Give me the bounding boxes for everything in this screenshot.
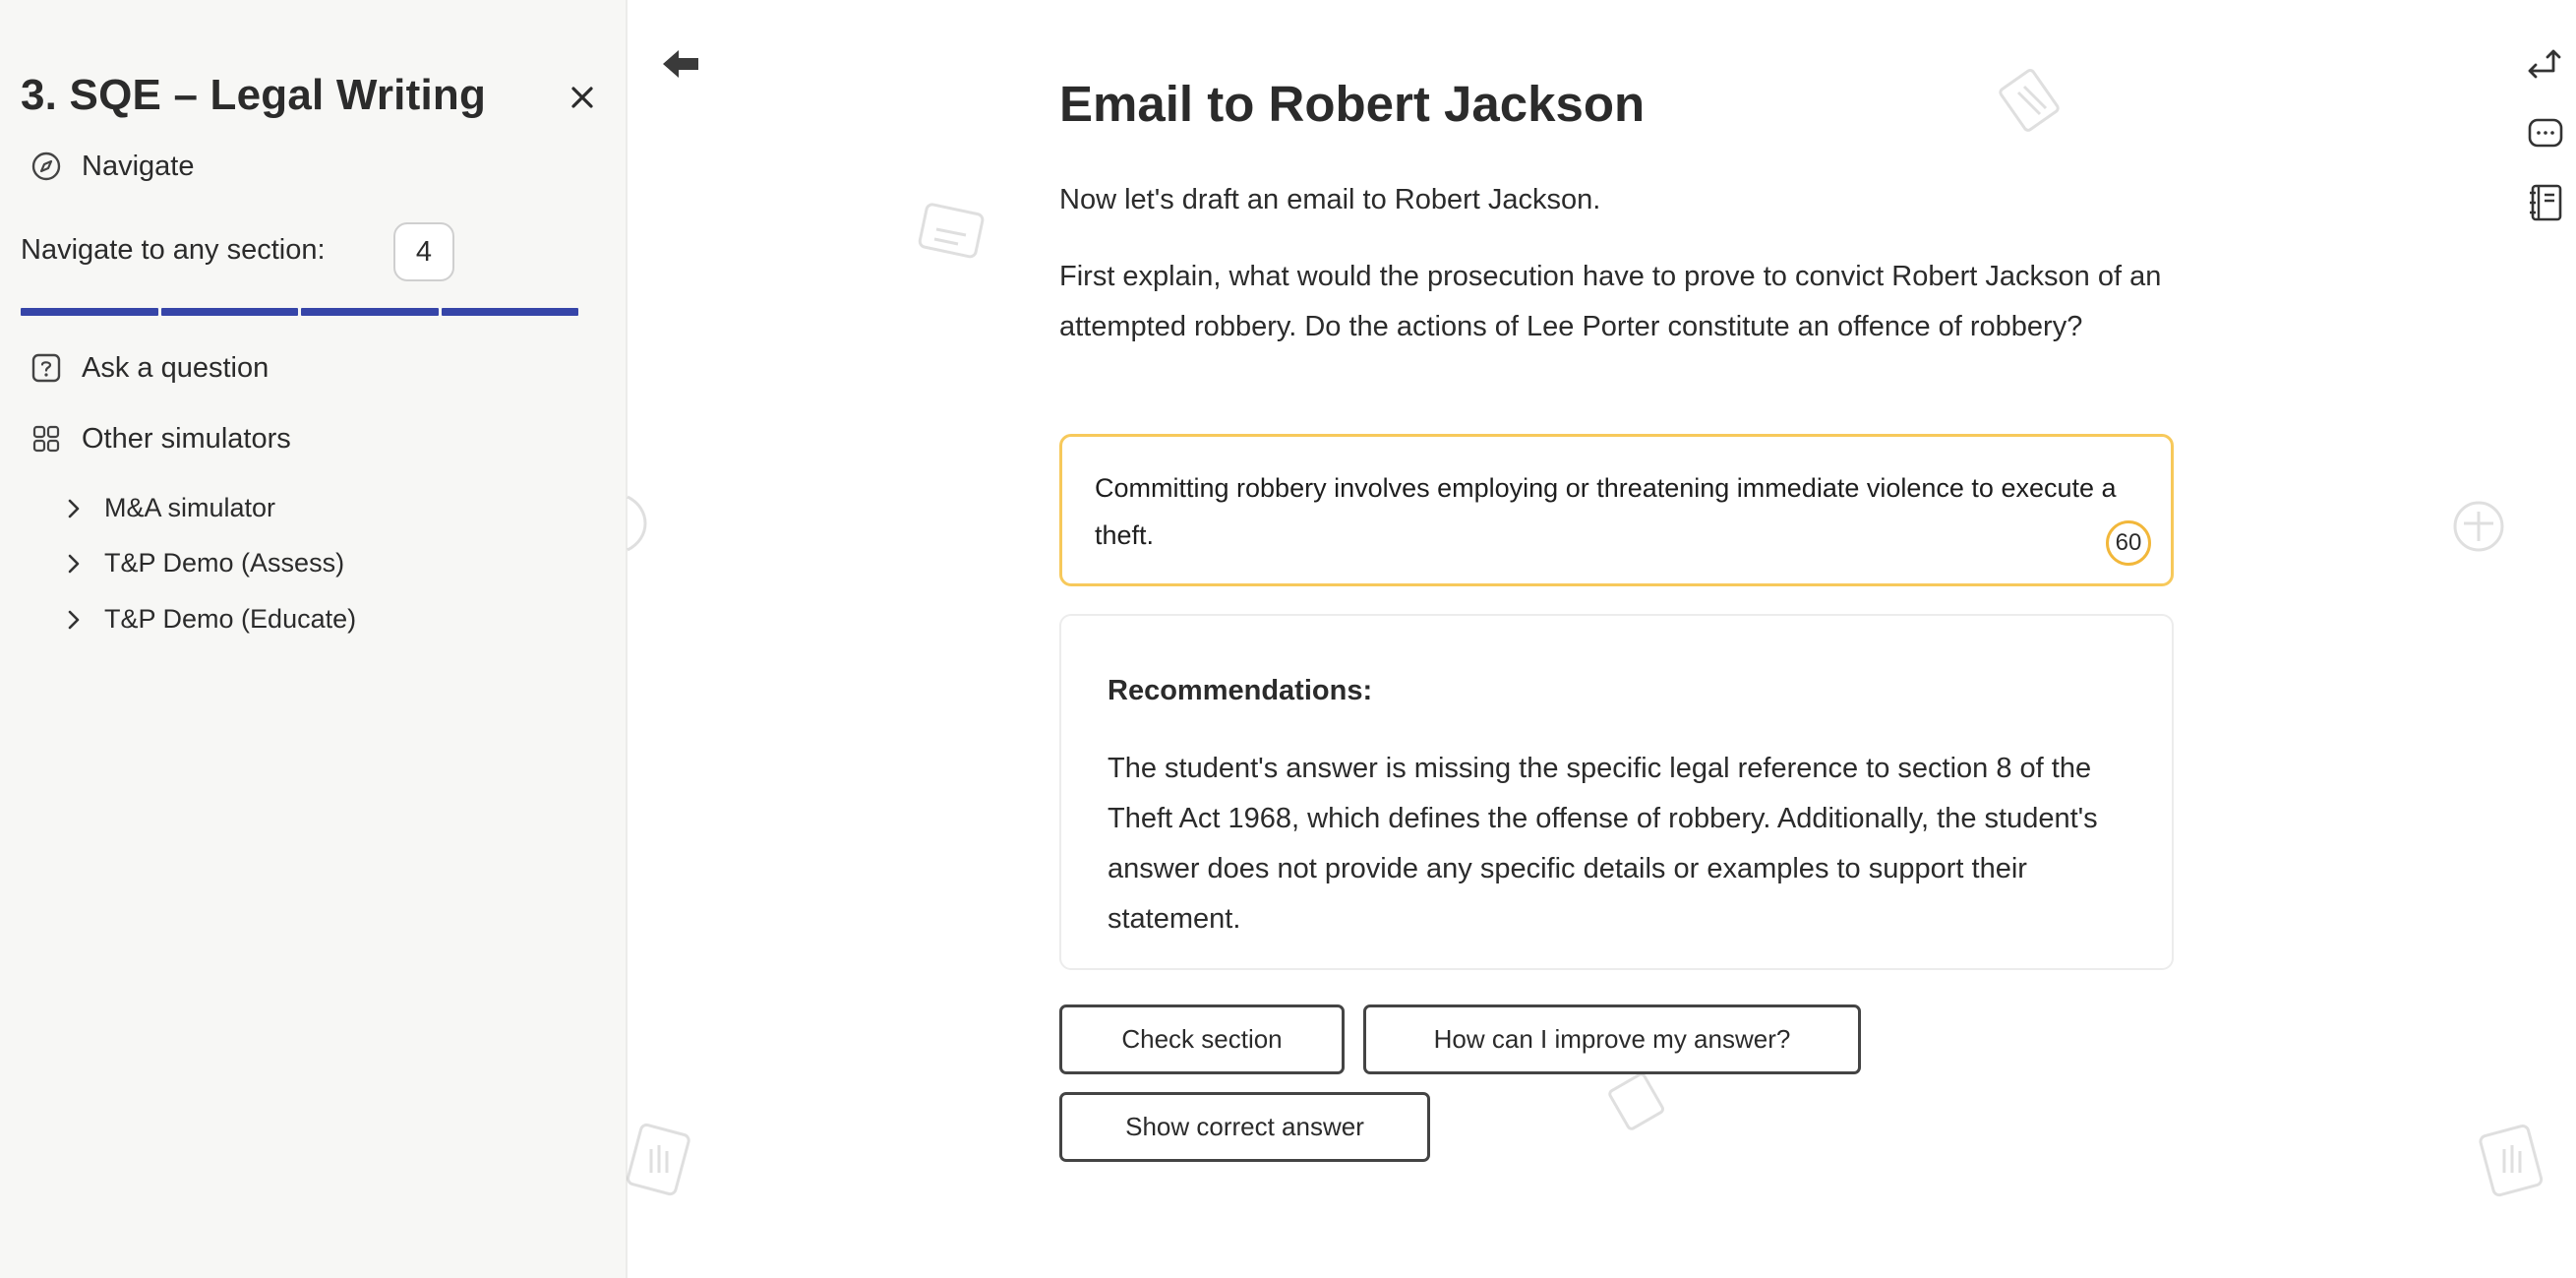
chevron-right-icon	[63, 498, 85, 519]
watermark-document-icon	[915, 202, 993, 271]
question-text: First explain, what would the prosecution have to prove to convict Robert Jackson of an attempted robbery. Do the actions of Lee Porter constitute an offence of robbery?	[1059, 261, 2162, 342]
grid-icon	[30, 422, 63, 456]
watermark-hand-icon	[626, 1122, 694, 1200]
progress-segment-2[interactable]	[161, 308, 299, 316]
page-title: Email to Robert Jackson	[1059, 76, 1646, 132]
swap-arrows-icon	[2526, 45, 2565, 85]
simulator-item-tp-educate[interactable]	[63, 604, 356, 635]
check-section-button[interactable]: Check section	[1059, 1004, 1345, 1074]
chevron-right-icon	[63, 553, 85, 575]
simulator-item-tp-assess[interactable]	[63, 548, 344, 578]
right-toolbar	[2524, 43, 2567, 250]
navigate-section-label: Navigate to any section:	[21, 234, 326, 266]
watermark-file-icon	[1603, 1067, 1672, 1136]
recommendations-title: Recommendations:	[1108, 675, 1373, 706]
ask-question-label: Ask a question	[82, 351, 270, 384]
answer-input[interactable]	[1059, 434, 2174, 586]
watermark-scales-icon	[2444, 492, 2513, 561]
close-icon	[570, 86, 594, 109]
progress-segment-4[interactable]	[442, 308, 579, 316]
progress-segment-1[interactable]	[21, 308, 158, 316]
watermark-hand-icon	[2479, 1122, 2547, 1200]
notebook-button[interactable]	[2524, 181, 2567, 224]
arrow-left-icon	[661, 47, 702, 81]
close-sidebar-button[interactable]	[566, 81, 599, 114]
show-correct-answer-button[interactable]: Show correct answer	[1059, 1092, 1430, 1162]
chat-bubble-icon	[2526, 114, 2565, 153]
sidebar-title: 3. SQE – Legal Writing	[21, 71, 487, 119]
intro-text: Now let's draft an email to Robert Jackson.	[1059, 184, 1601, 215]
comments-button[interactable]	[2524, 112, 2567, 155]
question-icon	[30, 351, 63, 385]
score-badge: 60	[2106, 520, 2151, 566]
watermark-file-icon	[1997, 67, 2066, 136]
answer-text: Committing robbery involves employing or threatening immediate violence to execute a theft.	[1095, 473, 2117, 550]
section-progress-bar[interactable]	[21, 308, 578, 316]
other-simulators-item[interactable]	[30, 422, 291, 456]
switch-view-button[interactable]	[2524, 43, 2567, 87]
ask-question-item[interactable]	[30, 351, 269, 385]
simulator-label: T&P Demo (Educate)	[104, 604, 357, 634]
navigate-label: Navigate	[82, 150, 195, 182]
sidebar	[0, 0, 628, 1278]
compass-icon	[30, 150, 63, 183]
notebook-icon	[2526, 183, 2565, 222]
navigate-item[interactable]	[30, 150, 194, 183]
other-simulators-label: Other simulators	[82, 422, 291, 455]
watermark-scales-icon	[626, 489, 655, 558]
simulator-label: T&P Demo (Assess)	[104, 548, 345, 578]
improve-answer-button[interactable]: How can I improve my answer?	[1363, 1004, 1861, 1074]
back-button[interactable]	[661, 47, 702, 81]
recommendations-panel	[1059, 614, 2174, 970]
simulator-label: M&A simulator	[104, 493, 276, 522]
section-count-selector[interactable]: 4	[393, 222, 454, 281]
recommendations-text: The student's answer is missing the specific legal reference to section 8 of the Theft Act 1968, which defines the offense of robbery. Additionally, the student's answer does not provide any specific details or examples to support their statement.	[1108, 753, 2098, 935]
simulator-item-ma[interactable]	[63, 493, 275, 523]
progress-segment-3[interactable]	[301, 308, 439, 316]
chevron-right-icon	[63, 609, 85, 631]
